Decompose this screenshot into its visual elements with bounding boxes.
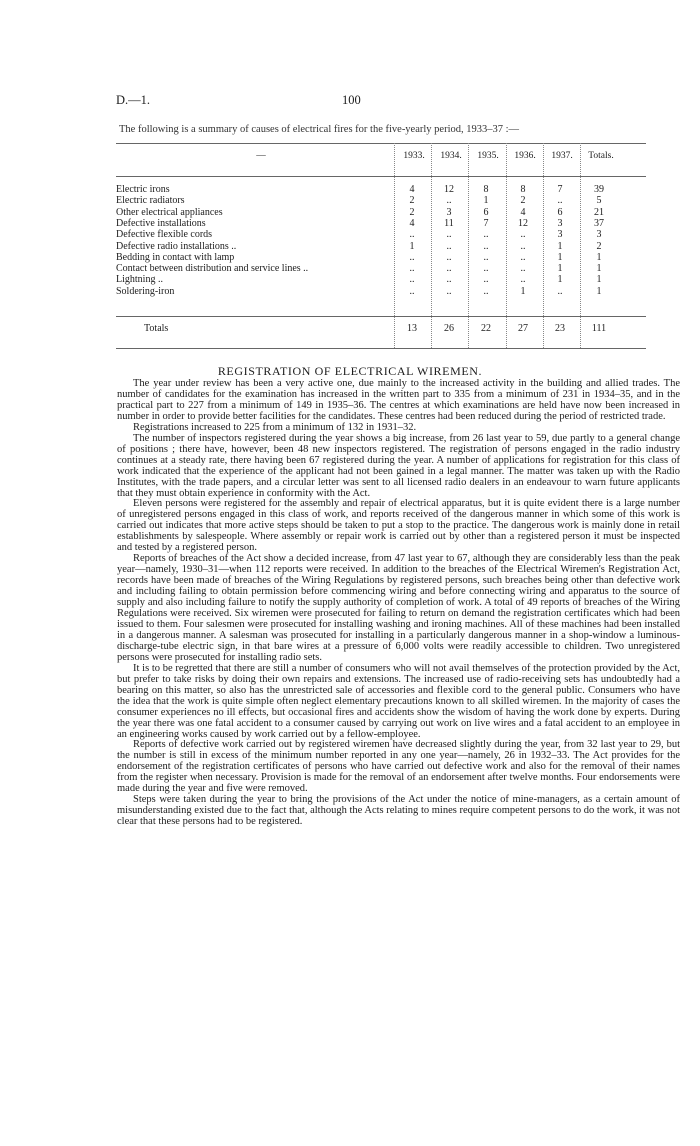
table-cell: 1 (557, 274, 563, 286)
table-cell: 4 (520, 206, 526, 218)
table-cell: .. (446, 240, 452, 252)
row-label: Defective flexible cords (116, 229, 213, 241)
table-row (116, 274, 646, 285)
table-cell: 37 (594, 217, 604, 229)
table-row (116, 207, 646, 218)
row-label: Electric radiators (116, 195, 185, 207)
table-cell: .. (446, 195, 452, 207)
table-cell: 1 (557, 263, 563, 275)
table-cell: 8 (483, 184, 489, 195)
table-intro: The following is a summary of causes of electrical fires for the five-yearly period, 1933–37 :— (119, 124, 520, 135)
table-cell: .. (520, 251, 526, 263)
table-row (116, 218, 646, 229)
table-cell: .. (483, 240, 489, 252)
column-header-1933: 1933. (403, 151, 425, 161)
table-cell: .. (557, 285, 563, 297)
totals-row (116, 323, 646, 334)
table-cell: 23 (555, 323, 565, 334)
table-cell: 111 (591, 323, 607, 334)
table-cell: .. (483, 274, 489, 286)
table-cell: .. (409, 251, 415, 263)
table-row (116, 184, 646, 195)
paragraph: It is to be regretted that there are still a number of consumers who will not avail themselves of the protection provided by the Act, but prefer to take risks by doing their own repairs and extensions. The increased use of radio-receiving sets has undoubtedly had a bearing on this matter, so also has the unrestricted sale of accessories and flexible cord to the general public. Consumers who have the idea that the work is quite simple often neglect elementary precautions known to all skilled wiremen. In the majority of cases the consumer experiences no ill effects, but occasional fires and accidents show the wisdom of having the work done by experts. During the year there was one fatal accident to a consumer caused by carrying out work on live wires and a fatal accident to an employee in an engineering works caused by work carried out by a fellow-employee. (117, 662, 680, 740)
table-cell: .. (483, 285, 489, 297)
table-cell: .. (409, 229, 415, 241)
table-cell: 1 (409, 240, 415, 252)
table-cell: .. (557, 195, 563, 207)
table-cell: 1 (520, 285, 526, 297)
table-cell: .. (520, 240, 526, 252)
table-cell: .. (520, 274, 526, 286)
table-cell: 21 (594, 206, 604, 218)
table-cell: 1 (596, 274, 602, 286)
row-label: Electric irons (116, 184, 170, 195)
table-row (116, 195, 646, 206)
table-row (116, 252, 646, 263)
table-cell: 1 (557, 240, 563, 252)
table-cell: .. (446, 285, 452, 297)
table-cell: .. (483, 263, 489, 275)
table-cell: 6 (483, 206, 489, 218)
table-cell: 5 (596, 195, 602, 207)
table-header-rule (116, 176, 646, 177)
table-cell: 3 (596, 229, 602, 241)
table-cell: 22 (481, 323, 491, 334)
table-cell: 7 (557, 184, 563, 195)
cause-column-header: — (256, 151, 266, 161)
table-cell: 26 (444, 323, 454, 334)
table-cell: 1 (596, 285, 602, 297)
table-cell: .. (520, 263, 526, 275)
row-label: Bedding in contact with lamp (116, 251, 235, 263)
table-cell: .. (520, 229, 526, 241)
row-label: Lightning .. (116, 274, 163, 286)
table-cell: .. (446, 229, 452, 241)
table-cell: .. (409, 274, 415, 286)
table-cell: 8 (520, 184, 526, 195)
row-label: Soldering-iron (116, 285, 175, 297)
document-reference: D.—1. (116, 93, 151, 107)
table-cell: 2 (409, 195, 415, 207)
page-number: 100 (342, 93, 361, 107)
column-header-totals: Totals. (588, 151, 614, 161)
table-top-rule (116, 143, 646, 144)
row-label: Other electrical appliances (116, 206, 223, 218)
column-header-1935: 1935. (477, 151, 499, 161)
table-totals-rule (116, 316, 646, 317)
section-heading: REGISTRATION OF ELECTRICAL WIREMEN. (217, 364, 483, 378)
table-cell: 4 (409, 184, 415, 195)
table-cell: 3 (557, 217, 563, 229)
row-label: Defective radio installations .. (116, 240, 237, 252)
table-cell: .. (409, 285, 415, 297)
column-header-1934: 1934. (440, 151, 462, 161)
row-label: Contact between distribution and service lines .. (116, 263, 309, 275)
table-cell: 27 (518, 323, 528, 334)
paragraph: Reports of breaches of the Act show a decided increase, from 47 last year to 67, although they are considerably less than the peak year—namely, 1930–31—when 112 reports were received. In addition to the breaches of the Electrical Wiremen's Registration Act, records have been made of breaches of the Wiring Regulations by registered persons, such breaches being other than defective work and including failing to obtain permission before commencing wiring and before connecting wiring and apparatus to the source of supply and also including failure to notify the supply authority of completion of work. A total of 49 reports of breaches of the Wiring Regulations were received. Six wiremen were prosecuted for failing to return on demand the registration certificates which had been issued to them. Four salesmen were prosecuted for installing washing and ironing machines. All of these machines had been installed in a dangerous manner. A salesman was prosecuted for installing in a particularly dangerous manner in a shop-window a luminous-discharge-tube electric sign, in that bare wires at a pressure of 6,000 volts were readily accessible to children. Two unregistered persons were prosecuted for installing radio sets. (117, 553, 680, 663)
table-cell: .. (446, 263, 452, 275)
paragraph: Steps were taken during the year to bring the provisions of the Act under the notice of mine-managers, as a certain amount of misunderstanding existed due to the fact that, although the Acts relating to mines require competent persons to do the work, it was not clear that these persons had to be registered. (117, 794, 680, 828)
table-cell: 11 (444, 217, 454, 229)
table-row (116, 241, 646, 252)
table-row (116, 286, 646, 297)
table-cell: .. (446, 251, 452, 263)
table-cell: .. (409, 263, 415, 275)
table-cell: 2 (596, 240, 602, 252)
table-cell: .. (483, 251, 489, 263)
column-header-1936: 1936. (514, 151, 536, 161)
table-cell: 2 (409, 206, 415, 218)
table-row (116, 229, 646, 240)
table-row (116, 263, 646, 274)
table-cell: 1 (596, 251, 602, 263)
paragraph: Registrations increased to 225 from a minimum of 132 in 1931–32. (133, 421, 417, 433)
paragraph: The year under review has been a very active one, due mainly to the increased activity in the building and allied trades. The number of candidates for the examination has increased in the written part to 335 from a minimum of 231 in 1934–35, and in the practical part to 227 from a minimum of 149 in 1935–36. The centres at which examinations are held have now been increased in number in order to provide better facilities for the candidates. These centres had been reduced during the period of restricted trade. (117, 378, 680, 422)
table-cell: .. (446, 274, 452, 286)
table-cell: .. (483, 229, 489, 241)
body-text (117, 379, 680, 828)
table-cell: 3 (557, 229, 563, 241)
table-cell: 39 (594, 184, 604, 195)
table-cell: 13 (407, 323, 417, 334)
column-header-1937: 1937. (551, 151, 573, 161)
table-cell: 7 (483, 217, 489, 229)
table-bottom-rule (116, 348, 646, 349)
table-cell: 3 (446, 206, 452, 218)
row-label: Defective installations (116, 217, 206, 229)
table-cell: 1 (483, 195, 489, 207)
table-cell: 2 (520, 195, 526, 207)
table-cell: 4 (409, 217, 415, 229)
table-cell: 1 (596, 263, 602, 275)
paragraph: The number of inspectors registered during the year shows a big increase, from 26 last year to 59, due partly to a general change of positions ; there have, however, been 48 new inspectors registered. The registration of persons engaged in the radio industry continues at a steady rate, there having been 67 registered during the year. A number of applications for registration for this class of work indicated that the experience of the applicant had not been gained in a legal manner. The matter was taken up with the Radio Institutes, with the trade papers, and a circular letter was sent to all licensed radio dealers in an endeavour to warn future applicants that they must obtain experience in conformity with the Act. (117, 432, 680, 499)
table-cell: 12 (444, 184, 454, 195)
table-cell: 1 (557, 251, 563, 263)
paragraph: Eleven persons were registered for the assembly and repair of electrical apparatus, but it is quite evident there is a large number of unregistered persons engaged in this class of work, and reports received of the dangerous manner in which some of this work is carried out indicates that more active steps should be taken to put a stop to the practice. The dangerous work is mainly done in retail establishments by salespeople. Where assembly or repair work is carried out by other than a registered person it must be inspected and tested by a registered person. (117, 498, 680, 554)
table-cell: 12 (518, 217, 528, 229)
paragraph: Reports of defective work carried out by registered wiremen have decreased slightly during the year, from 32 last year to 29, but the number is still in excess of the minimum number reported in any one year—namely, 26 in 1932–33. The Act provides for the endorsement of the registration certificates of persons who have carried out defective work and also for the removal of their names from the register when necessary. Provision is made for the removal of an endorsement after twelve months. Four endorsements were made during the year and five were removed. (117, 739, 680, 795)
table-cell: 6 (557, 206, 563, 218)
row-label: Totals (144, 323, 169, 334)
